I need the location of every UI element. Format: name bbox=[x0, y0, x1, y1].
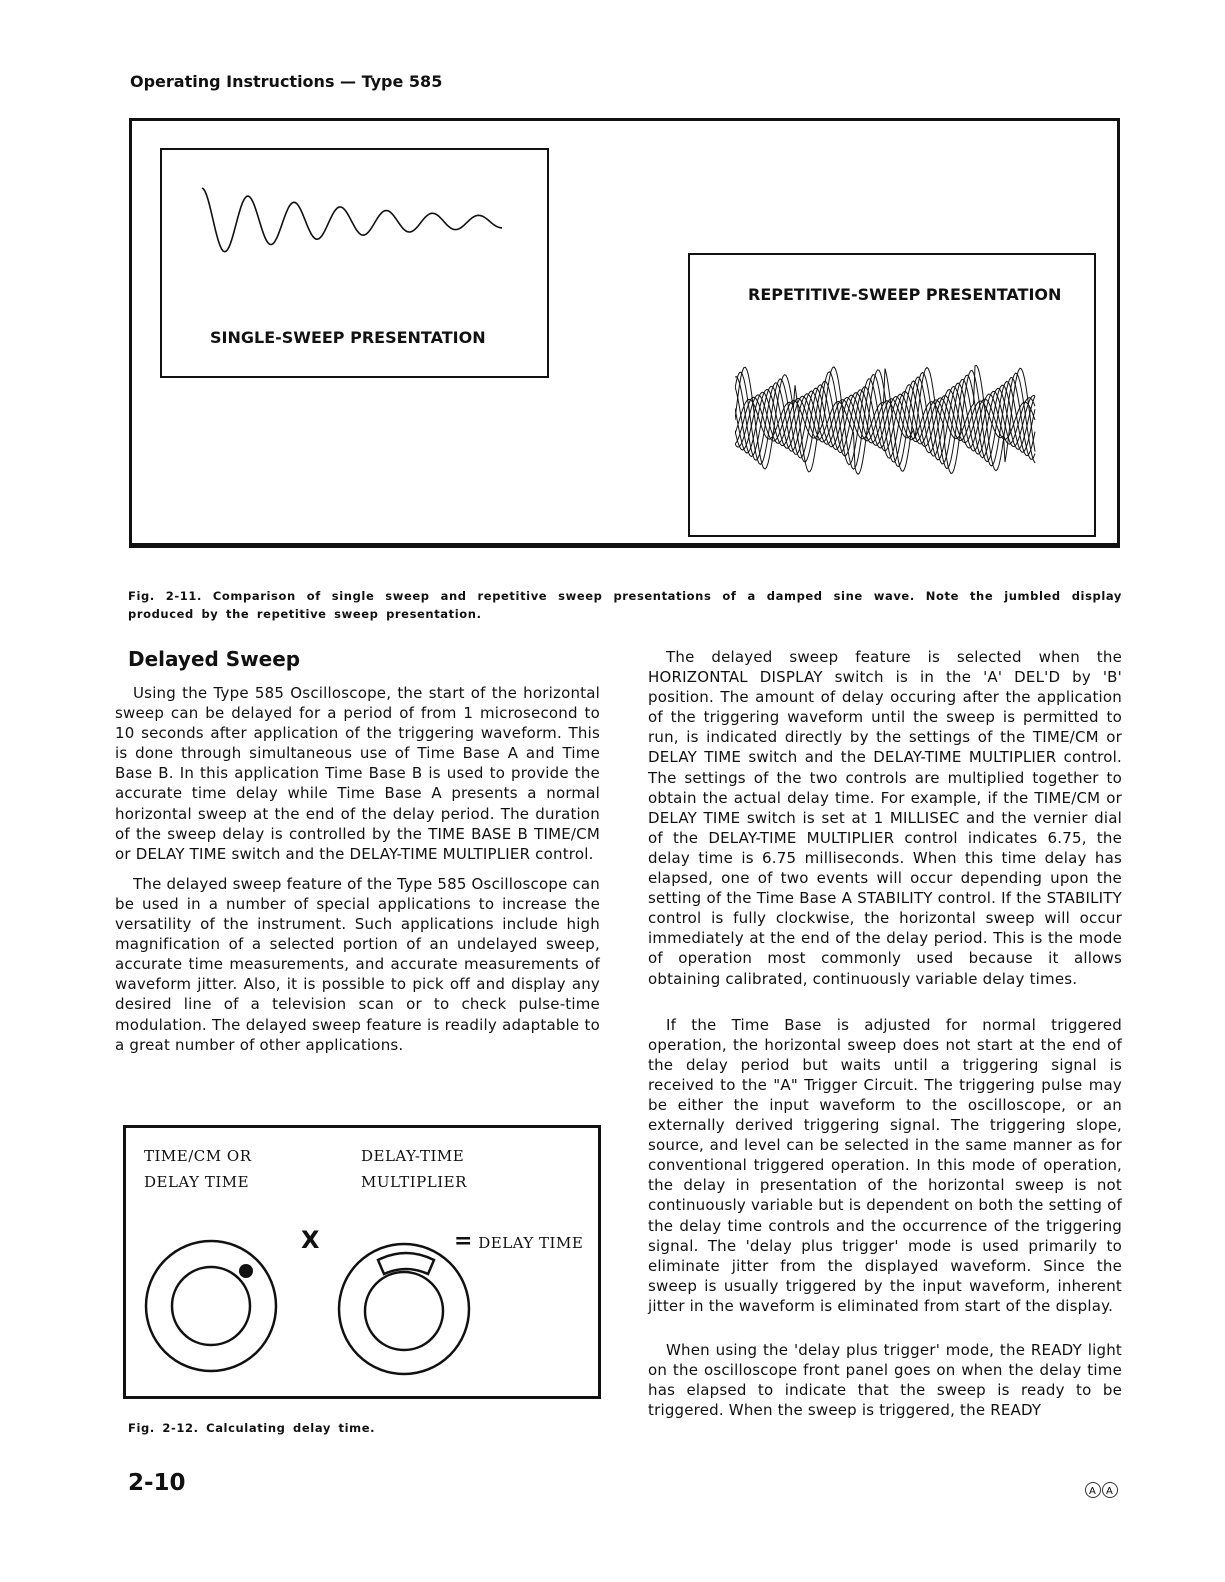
page-header: Operating Instructions — Type 585 bbox=[130, 72, 443, 91]
repetitive-sweep-panel bbox=[688, 253, 1096, 537]
figure-2-11-caption: Fig. 2-11. Comparison of single sweep and repetitive sweep presentations of a damped sine wave. Note the jumbled display produced by the repetitive sweep presentation. bbox=[128, 589, 1122, 621]
knobs-drawing bbox=[126, 1128, 598, 1396]
paragraph: The delayed sweep feature of the Type 585 Oscilloscope can be used in a number of special applications to increase the versatility of the instrument. Such applications include high magnification of a selected portion of an undelayed sweep, accurate time measurements, and accurate measurements of waveform jitter. Also, it is possible to pick off and display any desired line of a television scan or to check pulse-time modulation. The delayed sweep feature is readily adaptable to a great number of other applications. bbox=[115, 874, 601, 1054]
paragraph: Using the Type 585 Oscilloscope, the start of the horizontal sweep can be delayed for a period of from 1 microsecond to 10 seconds after application of the triggering waveform. This is done through simultaneous use of Time Base A and Time Base B. In this application Time Base B is used to provide the accurate time delay while Time Base A presents a normal horizontal sweep at the end of the delay period. The duration of the sweep delay is controlled by the TIME BASE B TIME/CM or DELAY TIME switch and the DELAY-TIME MULTIPLIER control. bbox=[115, 684, 600, 863]
paragraph: When using the 'delay plus trigger' mode, the READY light on the oscilloscope front panel goes on when the delay time has elapsed to indicate that the sweep is ready to be triggered. When the sweep is triggered, the READY bbox=[648, 1341, 1122, 1420]
section-title: Delayed Sweep bbox=[128, 647, 301, 671]
result-text: DELAY TIME bbox=[478, 1234, 584, 1252]
repetitive-sweep-waveform bbox=[735, 360, 1045, 480]
single-sweep-waveform bbox=[192, 180, 512, 260]
figure-2-12-caption: Fig. 2-12. Calculating delay time. bbox=[128, 1421, 376, 1435]
svg-text:A: A bbox=[1106, 1486, 1113, 1497]
right-column bbox=[648, 647, 1122, 1430]
knob2-label-line: MULTIPLIER bbox=[361, 1173, 467, 1191]
time-cm-knob-icon bbox=[146, 1241, 276, 1371]
svg-text:A: A bbox=[1089, 1486, 1096, 1497]
left-column bbox=[115, 683, 600, 1065]
figure-2-12-frame bbox=[123, 1125, 601, 1399]
page-number: 2-10 bbox=[128, 1470, 186, 1496]
multiply-sign: X bbox=[301, 1226, 320, 1254]
delay-multiplier-knob-icon bbox=[339, 1244, 469, 1374]
single-sweep-panel bbox=[160, 148, 549, 378]
equals-sign: = bbox=[454, 1228, 473, 1254]
single-sweep-label: SINGLE-SWEEP PRESENTATION bbox=[210, 328, 486, 347]
knob2-label-line: DELAY-TIME bbox=[361, 1147, 465, 1165]
repetitive-sweep-label: REPETITIVE-SWEEP PRESENTATION bbox=[748, 285, 1062, 304]
paragraph: If the Time Base is adjusted for normal triggered operation, the horizontal sweep does not start at the end of the delay period but waits until a triggering signal is received to the "A" Trigger Circuit. The triggering pulse may be either the input waveform to the oscilloscope, or an externally derived triggering signal. The triggering slope, source, and level can be selected in the same manner as for conventional triggered operation. In this mode of operation, the delay in presentation of the horizontal sweep is not continuously variable but is dependent on both the setting of the delay time controls and the occurrence of the triggering signal. The 'delay plus trigger' mode is used primarily to eliminate jitter from the displayed waveform. Since the sweep is usually triggered by the input waveform, inherent jitter in the waveform is eliminated from start of the display. bbox=[648, 1015, 1122, 1315]
knob1-label-line: DELAY TIME bbox=[144, 1173, 250, 1191]
paragraph: The delayed sweep feature is selected when the HORIZONTAL DISPLAY switch is in the 'A' DEL'D by 'B' position. The amount of delay occuring after the application of the triggering waveform until the sweep is permitted to run, is indicated directly by the settings of the TIME/CM or DELAY TIME switch and the DELAY-TIME MULTIPLIER control. The settings of the two controls are multiplied together to obtain the actual delay time. For example, if the TIME/CM or DELAY TIME switch is set at 1 MILLISEC and the vernier dial of the DELAY-TIME MULTIPLIER control indicates 6.75, the delay time is 6.75 milliseconds. When this time delay has elapsed, one of two events will occur depending upon the setting of the Time Base A STABILITY control. If the STABILITY control is fully clockwise, the horizontal sweep will occur immediately at the end of the delay period. This is the mode of operation most commonly used because it allows obtaining calibrated, continuously variable delay times. bbox=[648, 648, 1122, 988]
manufacturer-logo-icon bbox=[1084, 1481, 1120, 1499]
knob1-label-line: TIME/CM OR bbox=[144, 1147, 252, 1165]
